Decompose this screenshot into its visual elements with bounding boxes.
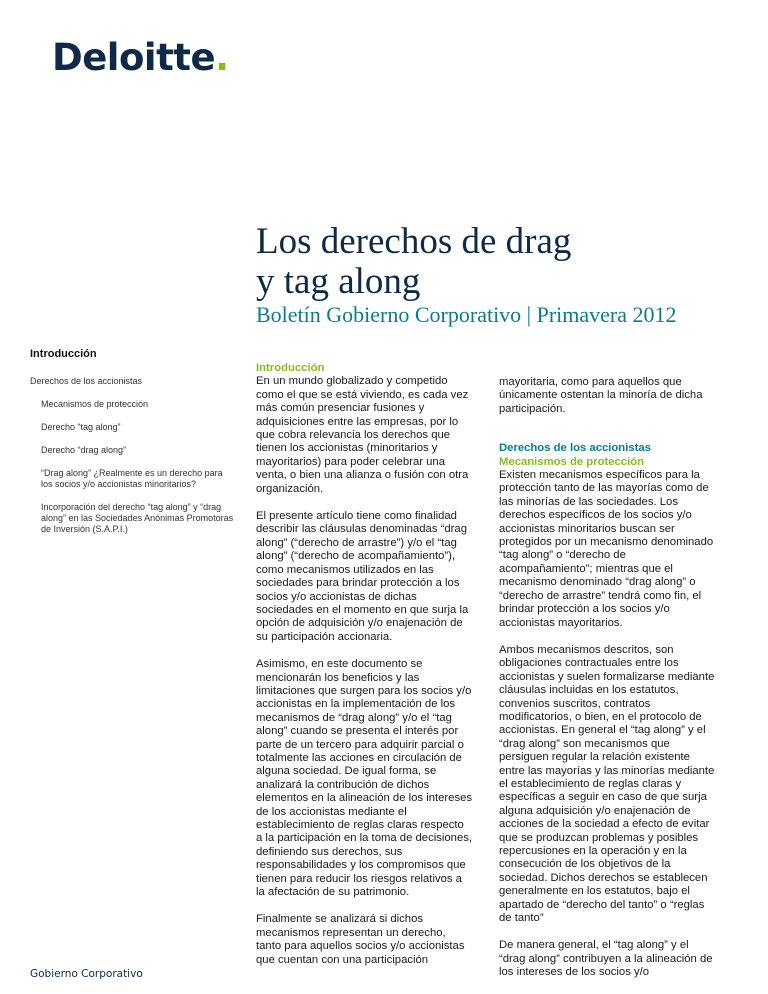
footer-label: Gobierno Corporativo [30, 968, 143, 980]
paragraph-4: Finalmente se analizará si dichos mecanismos representan un derecho, tanto para aquellos socios y/o accionistas que cuentan con una participación [256, 913, 465, 966]
rights-heading: Derechos de los accionistas [499, 442, 651, 455]
toc-item-drag-along: Derecho “drag along” [41, 445, 127, 455]
toc-heading: Introducción [30, 348, 97, 360]
paragraph-3: Asimismo, en este documento se mencionarán los beneficios y las limitaciones que surgen para los socios y/o accionistas en la implementación de los mecanismos de “drag along” y/o el “tag along” cuando se presenta el interés por parte de un tercero para adquirir parcial o totalmente las acciones en circulación de alguna sociedad. De igual forma, se analizará la contribución de dichos elementos en la alineación de los intereses de los accionistas mediante el establecimiento de reglas claras respecto a la participación en la toma de decisiones, definiendo sus derechos, sus responsabilidades y los compromisos que tienen para reducir los riesgos relativos a la afectación de su patrimonio. [256, 658, 473, 899]
logo-dot: . [215, 36, 229, 79]
toc-item-mecanismos: Mecanismos de protección [41, 399, 149, 409]
paragraph-6: Existen mecanismos específicos para la protección tanto de las mayorías como de las minorías de las sociedades. Los derechos específicos de los socios y/o accionistas minoritarios buscan ser protegidos por un mecanismo denominado “tag along” o “derecho de acompañamiento”; mientras que el mecanismo denominado “drag along” o “derecho de arrastre” tendrá como fin, el brindar protección a los socios y/o accionistas mayoritarios. [499, 469, 714, 629]
logo-text: Deloitte [52, 36, 216, 79]
paragraph-2: El presente artículo tiene como finalidad describir las cláusulas denominadas “drag along” (“derecho de arrastre”) y/o el “tag along” (“derecho de acompañamiento”), como mecanismos utilizados en las sociedades para brindar protección a los socios y/o accionistas de dichas sociedades en el momento en que surja la opción de adquisición y/o enajenación de su participación accionaria. [256, 510, 469, 643]
title-line-2: y tag along [256, 261, 421, 302]
rights-section [499, 442, 716, 630]
page-title [256, 222, 736, 302]
protection-heading: Mecanismos de protección [499, 455, 645, 468]
paragraph-1: En un mundo globalizado y competido como el que se está viviendo, es cada vez más común presenciar fusiones y adquisiciones entre las empresas, por lo que cobra relevancia los derechos que tienen los accionistas (minoritarios y mayoritarios) para poder celebrar una venta, o bien una alianza o fusión con otra organización. [256, 375, 469, 495]
intro-heading: Introducción [256, 362, 325, 374]
toc-item-derechos: Derechos de los accionistas [30, 376, 143, 386]
body-column-1 [256, 362, 473, 981]
page-subtitle: Boletín Gobierno Corporativo | Primavera 2012 [256, 302, 677, 327]
deloitte-logo [52, 36, 229, 79]
toc-item-drag-question: “Drag along” ¿Realmente es un derecho para los socios y/o accionistas minoritarios? [41, 468, 223, 489]
title-line-1: Los derechos de drag [256, 221, 572, 262]
toc-item-sapi: Incorporación del derecho “tag along” y “drag along” en las Sociedades Anónimas Promotoras de Inversión (S.A.P.I.) [41, 502, 234, 534]
intro-paragraph [256, 362, 473, 496]
paragraph-8: De manera general, el “tag along” y el “drag along” contribuyen a la alineación de los intereses de los socios y/o [499, 939, 713, 979]
toc-item-tag-along: Derecho “tag along” [41, 422, 121, 432]
body-column-2 [499, 376, 716, 994]
paragraph-5: mayoritaria, como para aquellos que únicamente ostentan la minoría de dicha participación. [499, 376, 703, 415]
paragraph-7: Ambos mecanismos descritos, son obligaciones contractuales entre los accionistas y suelen formalizarse mediante cláusulas incluidas en los estatutos, convenios suscritos, contratos modificatorios, o bien, en el protocolo de accionistas. En general el “tag along” y el “drag along” son mecanismos que persiguen regular la relación existente entre las mayorías y las minorías mediante el establecimiento de reglas claras y específicas a seguir en caso de que surja alguna adquisición y/o enajenación de acciones de la sociedad a efecto de evitar que se produzcan problemas y posibles repercusiones en la operación y en la consecución de los objetivos de la sociedad. Dichos derechos se establecen generalmente en los estatutos, bajo el apartado de “derecho del tanto” o “reglas de tanto” [499, 643, 715, 925]
table-of-contents [30, 348, 235, 547]
